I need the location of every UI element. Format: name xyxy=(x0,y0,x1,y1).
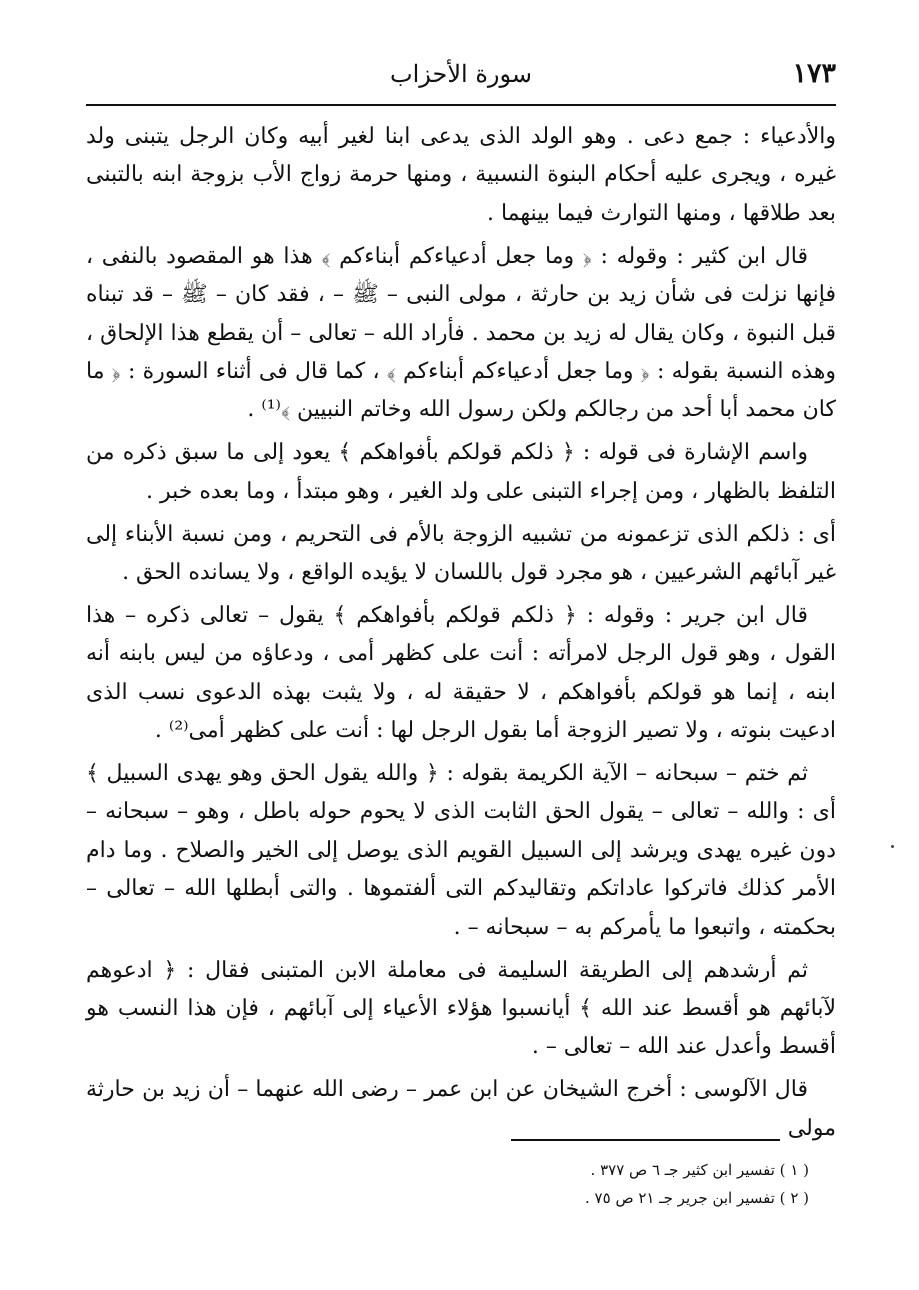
paragraph-adiya-definition: والأدعياء : جمع دعى . وهو الولد الذى يدعى ابنا لغير أبيه وكان الرجل يتبنى ولد غيره ، ويجرى عليه أحكام البنوة النسبية ، ومنها حرمة زواج الأب بزوجة ابنه بالتبنى بعد طلاقها ، ومنها التوارث فيما بينهما . xyxy=(86,124,836,226)
page-header xyxy=(86,58,836,98)
paragraph-proper-method: ثم أرشدهم إلى الطريقة السليمة فى معاملة الابن المتبنى فقال : ﴿ ادعوهم لآبائهم هو أقسط عند الله ﴾ أيانسبوا هؤلاء الأعياء إلى آبائهم ، فإن هذا النسب هو أقسط وأعدل عند الله – تعالى – . xyxy=(86,957,836,1060)
footnotes xyxy=(86,1156,809,1212)
footnote-1: ( ١ ) تفسير ابن كثير جـ ٦ ص ٣٧٧ . xyxy=(590,1161,809,1179)
paragraph-demonstrative-explanation: واسم الإشارة فى قوله : ﴿ ذلكم قولكم بأفواهكم ﴾ يعود إلى ما سبق ذكره من التلفظ بالظهار ، ومن إجراء التبنى على ولد الغير ، وهو مبتدأ ، وما بعده خبر . xyxy=(86,440,836,504)
footnote-rule xyxy=(511,1139,780,1141)
running-title: سورة الأحزاب xyxy=(390,60,532,88)
header-rule xyxy=(86,104,836,106)
body-text xyxy=(86,118,836,1153)
scan-speck xyxy=(891,845,894,848)
paragraph-ibn-jarir-quote: قال ابن جرير : وقوله : ﴿ ذلكم قولكم بأفواهكم ﴾ يقول – تعالى ذكره – هذا القول ، وهو قول الرجل لامرأته : أنت على كظهر أمى ، ودعاؤه من ليس بابنه أنه ابنه ، إنما هو قولكم بأفواهكم ، لا حقيقة له ، ولا يثبت بهذه الدعوى نسب الذى ادعيت بنوته ، ولا تصير الزوجة أما بقول الرجل لها : أنت على كظهر أمى⁽²⁾ . xyxy=(86,602,836,744)
paragraph-verse-conclusion: ثم ختم – سبحانه – الآية الكريمة بقوله : ﴿ والله يقول الحق وهو يهدى السبيل ﴾ أى : والله – تعالى – يقول الحق الثابت الذى لا يحوم حوله باطل ، وهو – سبحانه – دون غيره يهدى ويرشد إلى السبيل القويم الذى يوصل إلى الخير والصلاح . وما دام الأمر كذلك فاتركوا عاداتكم وتقاليدكم التى ألفتموها . والتى أبطلها الله – تعالى – بحكمته ، واتبعوا ما يأمركم به – سبحانه – . xyxy=(86,761,836,940)
page-number: ١٧٣ xyxy=(792,58,836,89)
paragraph-alusi-quote: قال الآلوسى : أخرج الشيخان عن ابن عمر – رضى الله عنهما – أن زيد بن حارثة مولى xyxy=(86,1077,836,1141)
paragraph-meaning: أى : ذلكم الذى تزعمونه من تشبيه الزوجة بالأم فى التحريم ، ومن نسبة الأبناء إلى غير آبائهم الشرعيين ، هو مجرد قول باللسان لا يؤيده الواقع ، ولا يسانده الحق . xyxy=(86,521,836,585)
footnote-2: ( ٢ ) تفسير ابن جرير جـ ٢١ ص ٧٥ . xyxy=(585,1189,809,1207)
paragraph-ibn-kathir-quote: قال ابن كثير : وقوله : ﴿ وما جعل أدعياءكم أبناءكم ﴾ هذا هو المقصود بالنفى ، فإنها نزلت فى شأن زيد بن حارثة ، مولى النبى – ﷺ – ، فقد كان – ﷺ – قد تبناه قبل النبوة ، وكان يقال له زيد بن محمد . فأراد الله – تعالى – أن يقطع هذا الإلحاق ، وهذه النسبة بقوله : ﴿ وما جعل أدعياءكم أبناءكم ﴾ ، كما قال فى أثناء السورة : ﴿ ما كان محمد أبا أحد من رجالكم ولكن رسول الله وخاتم النبيين ﴾⁽¹⁾ . xyxy=(86,243,836,423)
